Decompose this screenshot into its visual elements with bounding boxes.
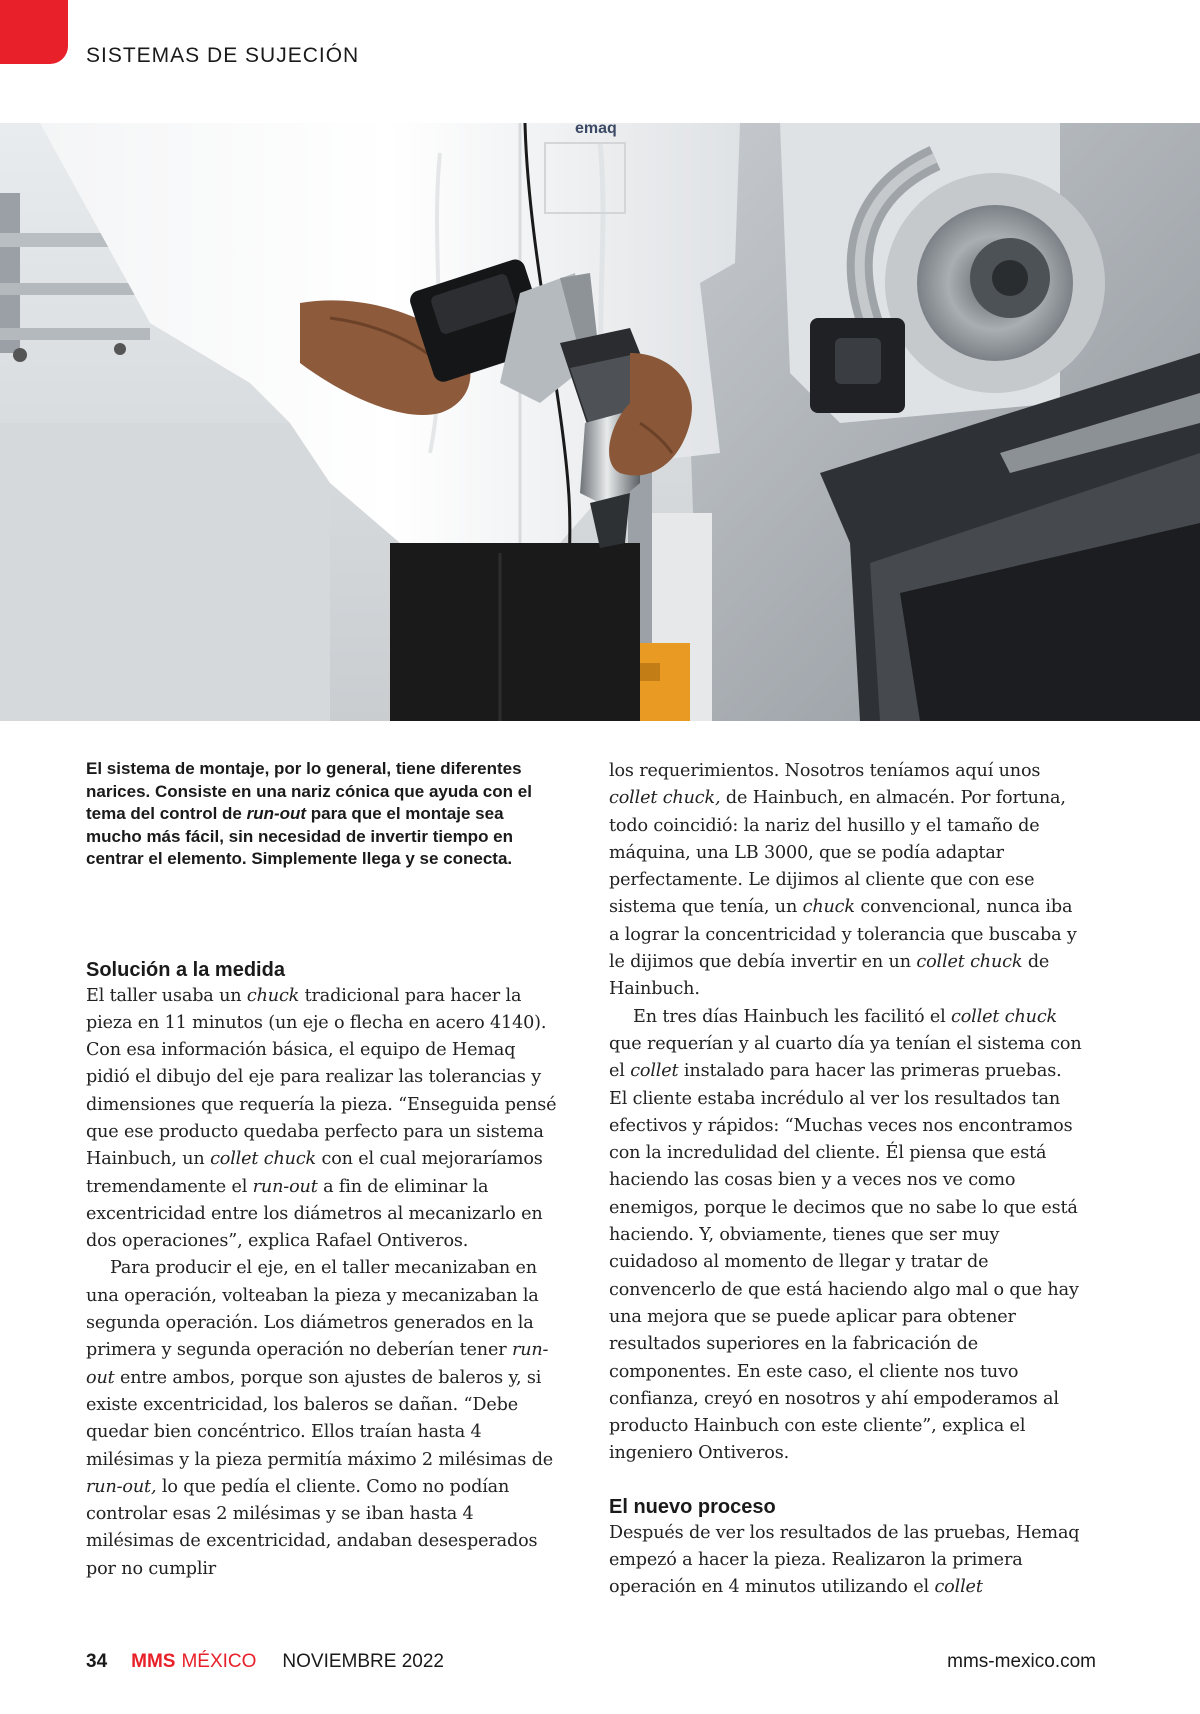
body-paragraph: Después de ver los resultados de las pruebas, Hemaq empezó a hacer la pieza. Realizaron la primera operación en 4 minutos utilizando el collet [609,1522,1080,1598]
italic-term: run-out [86,1340,549,1388]
page-footer [86,1651,1096,1673]
issue-date: NOVIEMBRE 2022 [282,1651,444,1672]
photo-caption: El sistema de montaje, por lo general, tiene diferentes narices. Consiste en una nariz cónica que ayuda con el tema del control de run-out para que el montaje sea mucho más fácil, sin necesidad de invertir tiempo en centrar el elemento. Simplemente llega y se conecta. [86,759,532,868]
left-column [86,758,562,1583]
publication-logo: MMS [131,1651,176,1672]
publication-logo-country: MÉXICO [181,1651,257,1672]
section-heading-nuevo-proceso: El nuevo proceso [609,1495,776,1518]
italic-term: collet chuck [916,952,1023,973]
page-number: 34 [86,1651,108,1672]
italic-term: collet chuck [951,1006,1058,1027]
body-paragraph: Para producir el eje, en el taller mecanizaban en una operación, volteaban la pieza y mecanizaban la segunda operación. Los diámetros generados en la primera y segunda operación no deberían tener run-out entre ambos, porque son ajustes de baleros y, si existe excentricidad, los baleros se dañan. “Debe quedar bien concéntrico. Ellos traían hasta 4 milésimas y la pieza permitía máximo 2 milésimas de run-out, lo que pedía el cliente. Como no podían controlar esas 2 milésimas y se iban hasta 4 milésimas de excentricidad, andaban desesperados por no cumplir [86,1258,554,1579]
svg-text:emaq: emaq [575,123,617,137]
italic-term: collet [934,1577,983,1598]
italic-term: chuck [246,985,300,1006]
section-heading-solucion: Solución a la medida [86,958,285,981]
section-label: SISTEMAS DE SUJECIÓN [86,44,360,67]
body-paragraph: El taller usaba un chuck tradicional para hacer la pieza en 11 minutos (un eje o flecha en acero 4140). Con esa información básica, el equipo de Hemaq pidió el dibujo del eje para realizar las tolerancias y dimensiones que requería la pieza. “Enseguida pensé que ese producto quedaba perfecto para un sistema Hainbuch, un collet chuck con el cual mejoraríamos tremendamente el run-out a fin de eliminar la excentricidad entre los diámetros al mecanizarlo en dos operaciones”, explica Rafael Ontiveros. [86,985,557,1252]
body-paragraph: los requerimientos. Nosotros teníamos aquí unos collet chuck, de Hainbuch, en almacén. Por fortuna, todo coincidió: la nariz del husillo y el tamaño de máquina, una LB 3000, que se podía adaptar perfectamente. Le dijimos al cliente que con ese sistema que tenía, un chuck convencional, nunca iba a lograr la concentricidad y tolerancia que buscaba y le dijimos que debía invertir en un collet chuck de Hainbuch. [609,761,1077,1000]
italic-term: run-out, [86,1476,157,1497]
body-paragraph: En tres días Hainbuch les facilitó el collet chuck que requerían y al cuarto día ya tenían el sistema con el collet instalado para hacer las primeras pruebas. El cliente estaba incrédulo al ver los resultados tan efectivos y rápidos: “Muchas veces nos encontramos con la incredulidad del cliente. Él piensa que está haciendo las cosas bien y a veces nos ve como enemigos, porque le decimos que no sabe lo que está haciendo. Y, obviamente, tienes que ser muy cuidadoso al momento de llegar y tratar de convencerlo de que está haciendo algo mal o que hay una mejora que se puede aplicar para obtener resultados superiores en la fabricación de componentes. En este caso, el cliente nos tuvo confianza, creyó en nosotros y ahí empoderamos al producto Hainbuch con este cliente”, explica el ingeniero Ontiveros. [609,1006,1082,1464]
right-column [609,758,1085,1602]
website-link[interactable]: mms-mexico.com [947,1651,1096,1672]
italic-term: collet chuck, [609,788,721,809]
article-photo [0,123,1200,721]
italic-term: chuck [802,897,855,918]
italic-term: collet [630,1061,679,1082]
italic-term: collet chuck [210,1149,317,1170]
italic-term: run-out [252,1176,318,1197]
section-color-tab [0,0,68,64]
